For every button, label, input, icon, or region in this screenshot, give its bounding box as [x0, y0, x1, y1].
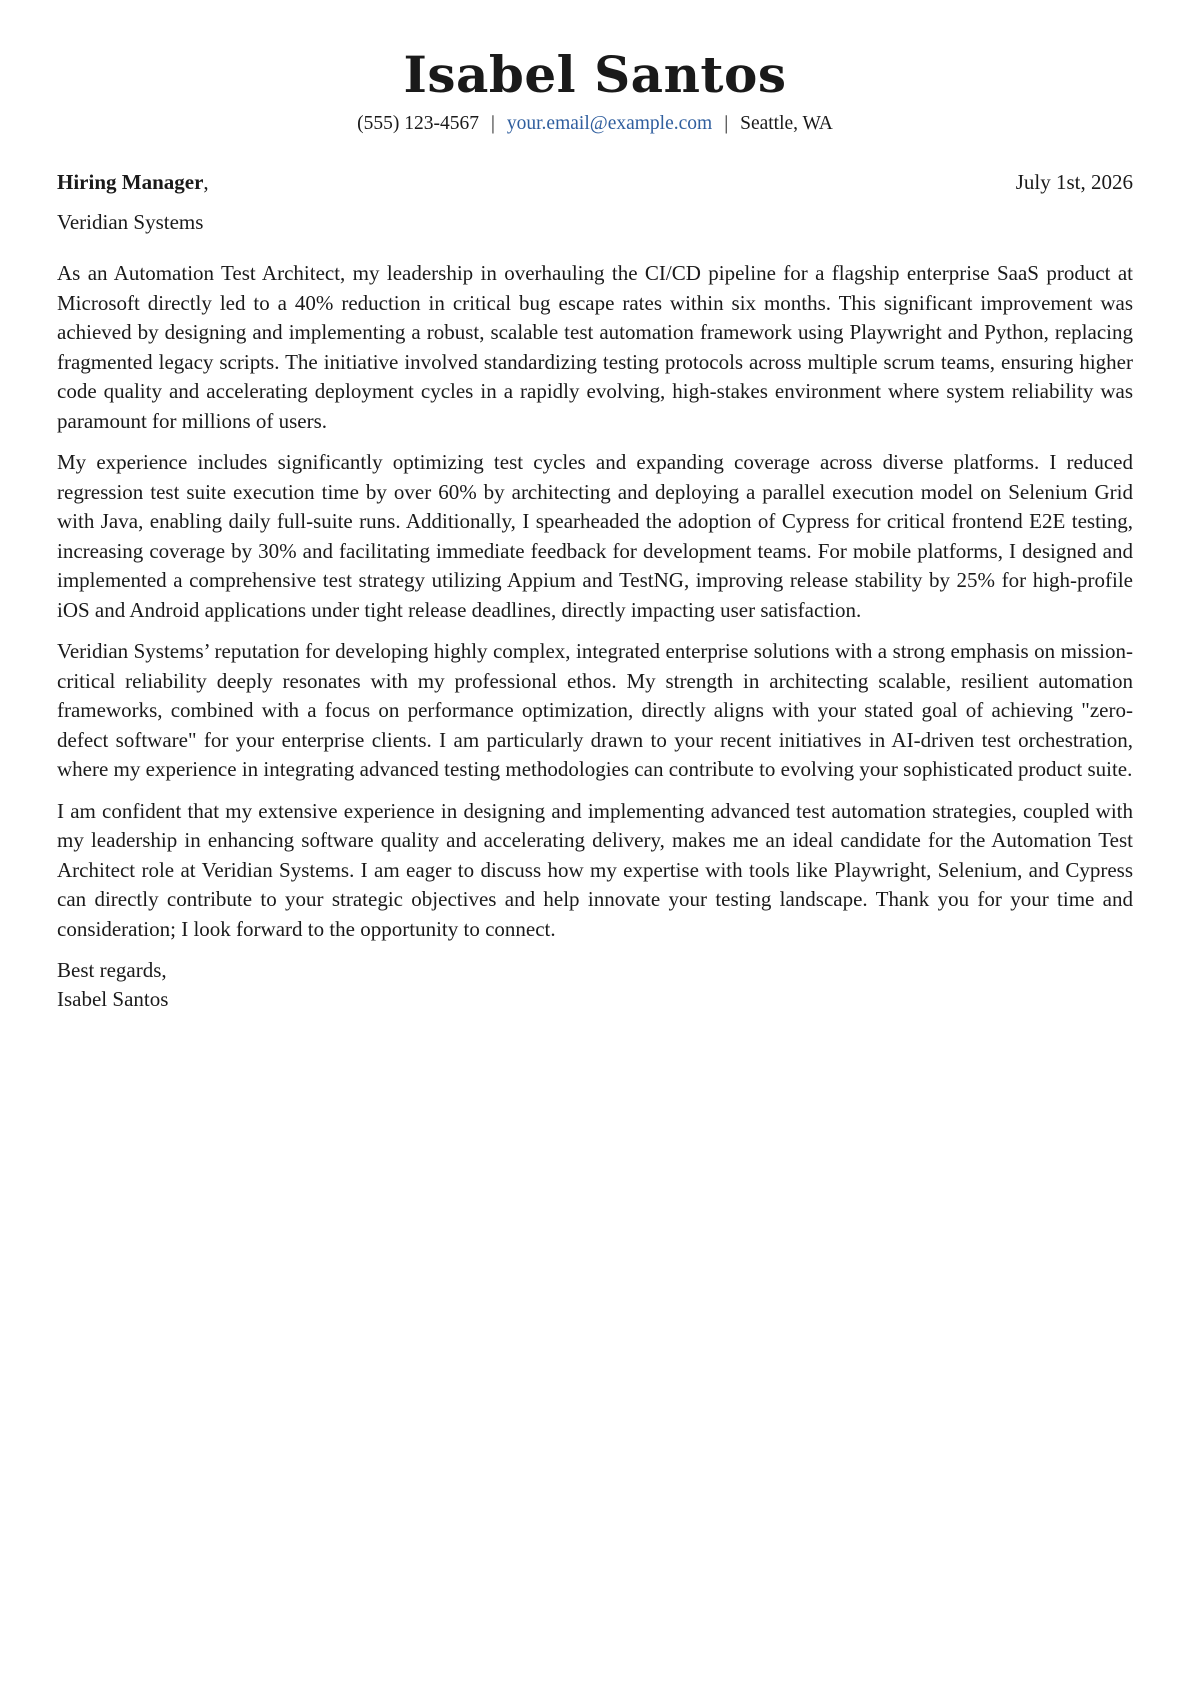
letter-header — [57, 44, 1133, 137]
email-link[interactable]: your.email@example.com — [506, 113, 713, 134]
contact-separator: | — [724, 113, 729, 134]
body-paragraph: I am confident that my extensive experience in designing and implementing advanced test automation strategies, coupled with my leadership in enhancing software quality and accelerating delivery, makes me an ideal candidate for the Automation Test Architect role at Veridian Systems. I am eager to discuss how my expertise with tools like Playwright, Selenium, and Cypress can directly contribute to your strategic objectives and help innovate your testing landscape. Thank you for your time and consideration; I look forward to the opportunity to connect. — [57, 798, 1133, 941]
letter-body — [57, 259, 1133, 944]
applicant-name: Isabel Santos — [403, 45, 787, 104]
recipient-punctuation: , — [203, 170, 209, 194]
letter-date: July 1st, 2026 — [1015, 170, 1133, 194]
closing-phrase: Best regards, — [57, 958, 167, 982]
salutation-row — [57, 168, 1133, 196]
body-paragraph: As an Automation Test Architect, my leadership in overhauling the CI/CD pipeline for a flagship enterprise SaaS product at Microsoft directly led to a 40% reduction in critical bug escape rates within six months. This significant improvement was achieved by designing and implementing a robust, scalable test automation framework using Playwright and Python, replacing fragmented legacy scripts. The initiative involved standardizing testing protocols across multiple scrum teams, ensuring higher code quality and accelerating deployment cycles in a rapidly evolving, high-stakes environment where system reliability was paramount for millions of users. — [57, 261, 1133, 433]
phone-number: (555) 123-4567 — [357, 113, 479, 134]
location: Seattle, WA — [740, 113, 833, 134]
company-name: Veridian Systems — [57, 210, 204, 234]
letter-closing — [57, 956, 1133, 1014]
signature-name: Isabel Santos — [57, 987, 169, 1011]
body-paragraph: Veridian Systems’ reputation for developing highly complex, integrated enterprise solutions with a strong emphasis on mission-critical reliability deeply resonates with my professional ethos. My strength in architecting scalable, resilient automation frameworks, combined with a focus on performance optimization, directly aligns with your stated goal of achieving "zero-defect software" for your enterprise clients. I am particularly drawn to your recent initiatives in AI-driven test orchestration, where my experience in integrating advanced testing methodologies can contribute to evolving your sophisticated product suite. — [57, 639, 1133, 781]
recipient-name: Hiring Manager — [57, 170, 204, 194]
contact-line — [57, 111, 1133, 137]
body-paragraph: My experience includes significantly optimizing test cycles and expanding coverage across diverse platforms. I reduced regression test suite execution time by over 60% by architecting and deploying a parallel execution model on Selenium Grid with Java, enabling daily full-suite runs. Additionally, I spearheaded the adoption of Cypress for critical frontend E2E testing, increasing coverage by 30% and facilitating immediate feedback for development teams. For mobile platforms, I designed and implemented a comprehensive test strategy utilizing Appium and TestNG, improving release stability by 25% for high-profile iOS and Android applications under tight release deadlines, directly impacting user satisfaction. — [57, 450, 1133, 622]
cover-letter-page — [57, 0, 1133, 1014]
salutation — [57, 168, 209, 196]
contact-separator: | — [490, 113, 495, 134]
